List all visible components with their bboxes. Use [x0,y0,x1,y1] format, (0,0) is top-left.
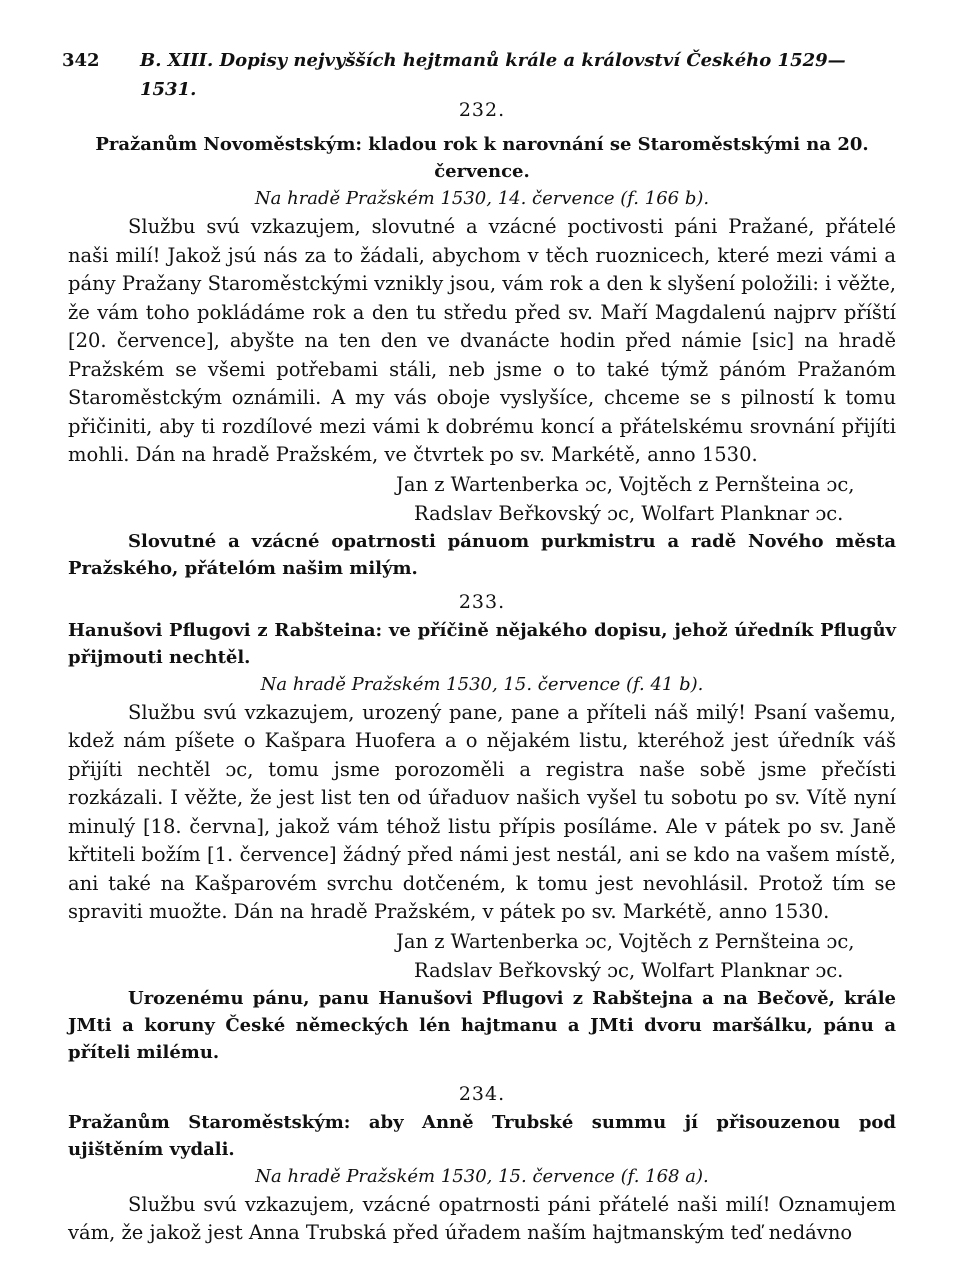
letter-body: Službu svú vzkazujem, urozený pane, pane a příteli náš milý! Psaní vašemu, kdež nám píšete o Kašpara Huofera a o nějakém listu, kteréhož jest úředník váš přijíti nechtěl ɔc, tomu jsme porozoměli a registra naše sobě jsme přečísti rozkázali. I věžte, že jest list ten od úřaduov našich vyšel tu sobotu po sv. Vítě nyní minulý [18. června], jakož vám téhož listu přípis posíláme. Ale v pátek po sv. Janě křtiteli božím [1. července] žádný před námi jest nestál, ani se kdo na vašem místě, ani také na Kašparovém svrchu dotčeném, k tomu jest nevohlásil. Protož tím se spraviti muožte. Dán na hradě Pražském, v pátek po sv. Markétě, anno 1530. [68,700,896,923]
document-text [68,96,896,1248]
letter-234 [68,1080,896,1248]
letter-heading: Hanušovi Pflugovi z Rabšteina: ve příčině nějakého dopisu, jehož úředník Pflugův přijmouti nechtěl. [68,619,896,668]
letter-address: Urozenému pánu, panu Hanušovi Pflugovi z Rabštejna a na Bečově, krále JMti a koruny České německých lén hajtmanu a JMti dvoru maršálku, pánu a příteli milému. [68,987,896,1063]
signature-line-1: Jan z Wartenberka ɔc, Vojtěch z Pernšteina ɔc, [396,472,855,496]
letter-number: 233. [458,590,506,613]
signature-line-2: Radslav Beřkovský ɔc, Wolfart Planknar ɔc. [414,501,844,525]
letter-heading: Pražanům Staroměstským: aby Anně Trubské summu jí přisouzenou pod ujištěním vydali. [68,1111,896,1160]
letter-dateline: Na hradě Pražském 1530, 15. července (f. 168 a). [255,1165,709,1187]
letter-heading: Pražanům Novoměstským: kladou rok k narovnání se Staroměstskými na 20. července. [95,134,869,182]
signature-line-1: Jan z Wartenberka ɔc, Vojtěch z Pernšteina ɔc, [396,929,855,953]
letter-dateline: Na hradě Pražském 1530, 15. července (f. 41 b). [260,673,704,695]
page-number: 342 [62,50,100,71]
letter-dateline: Na hradě Pražském 1530, 14. července (f. 166 b). [254,188,710,209]
letter-233 [68,588,896,1066]
letter-body: Službu svú vzkazujem, slovutné a vzácné poctivosti páni Pražané, přátelé naši milí! Jakož jsú nás za to žádali, abychom v těch ruoznicech, které mezi vámi a pány Pražany Staroměstckými vznikly jsou, vám rok a den k slyšení položili: i věžte, že vám toho pokládáme rok a den tu středu před sv. Maří Magdalenú najprv příští [20. července], abyšte na ten den ve dvanácte hodin před námie [sic] na hradě Pražském se všemi potřebami stáli, neb jsme o to také týmž pánóm Pražanóm Staroměstckým oznámili. A my vás oboje vyslyšíce, chceme se s pilností k tomu přičiniti, aby ti rozdílové mezi vámi k dobrému koncí a přátelskému srovnání přijíti mohli. Dán na hradě Pražském, ve čtvrtek po sv. Markétě, anno 1530. [68,215,896,466]
letter-body: Službu svú vzkazujem, vzácné opatrnosti páni přátelé naši milí! Oznamujem vám, že jakož jest Anna Trubská před úřadem naším hajtmanským teď nedávno [68,1192,896,1244]
letter-232 [68,96,896,582]
letter-number: 232. [458,99,506,121]
signature-line-2: Radslav Beřkovský ɔc, Wolfart Planknar ɔc. [414,958,844,982]
running-title: B. XIII. Dopisy nejvyšších hejtmanů krále a království Českého 1529—1531. [140,50,846,100]
letter-address: Slovutné a vzácné opatrnosti pánuom purkmistru a radě Nového města Pražského, přátelóm našim milým. [68,530,896,579]
letter-number: 234. [458,1082,506,1105]
